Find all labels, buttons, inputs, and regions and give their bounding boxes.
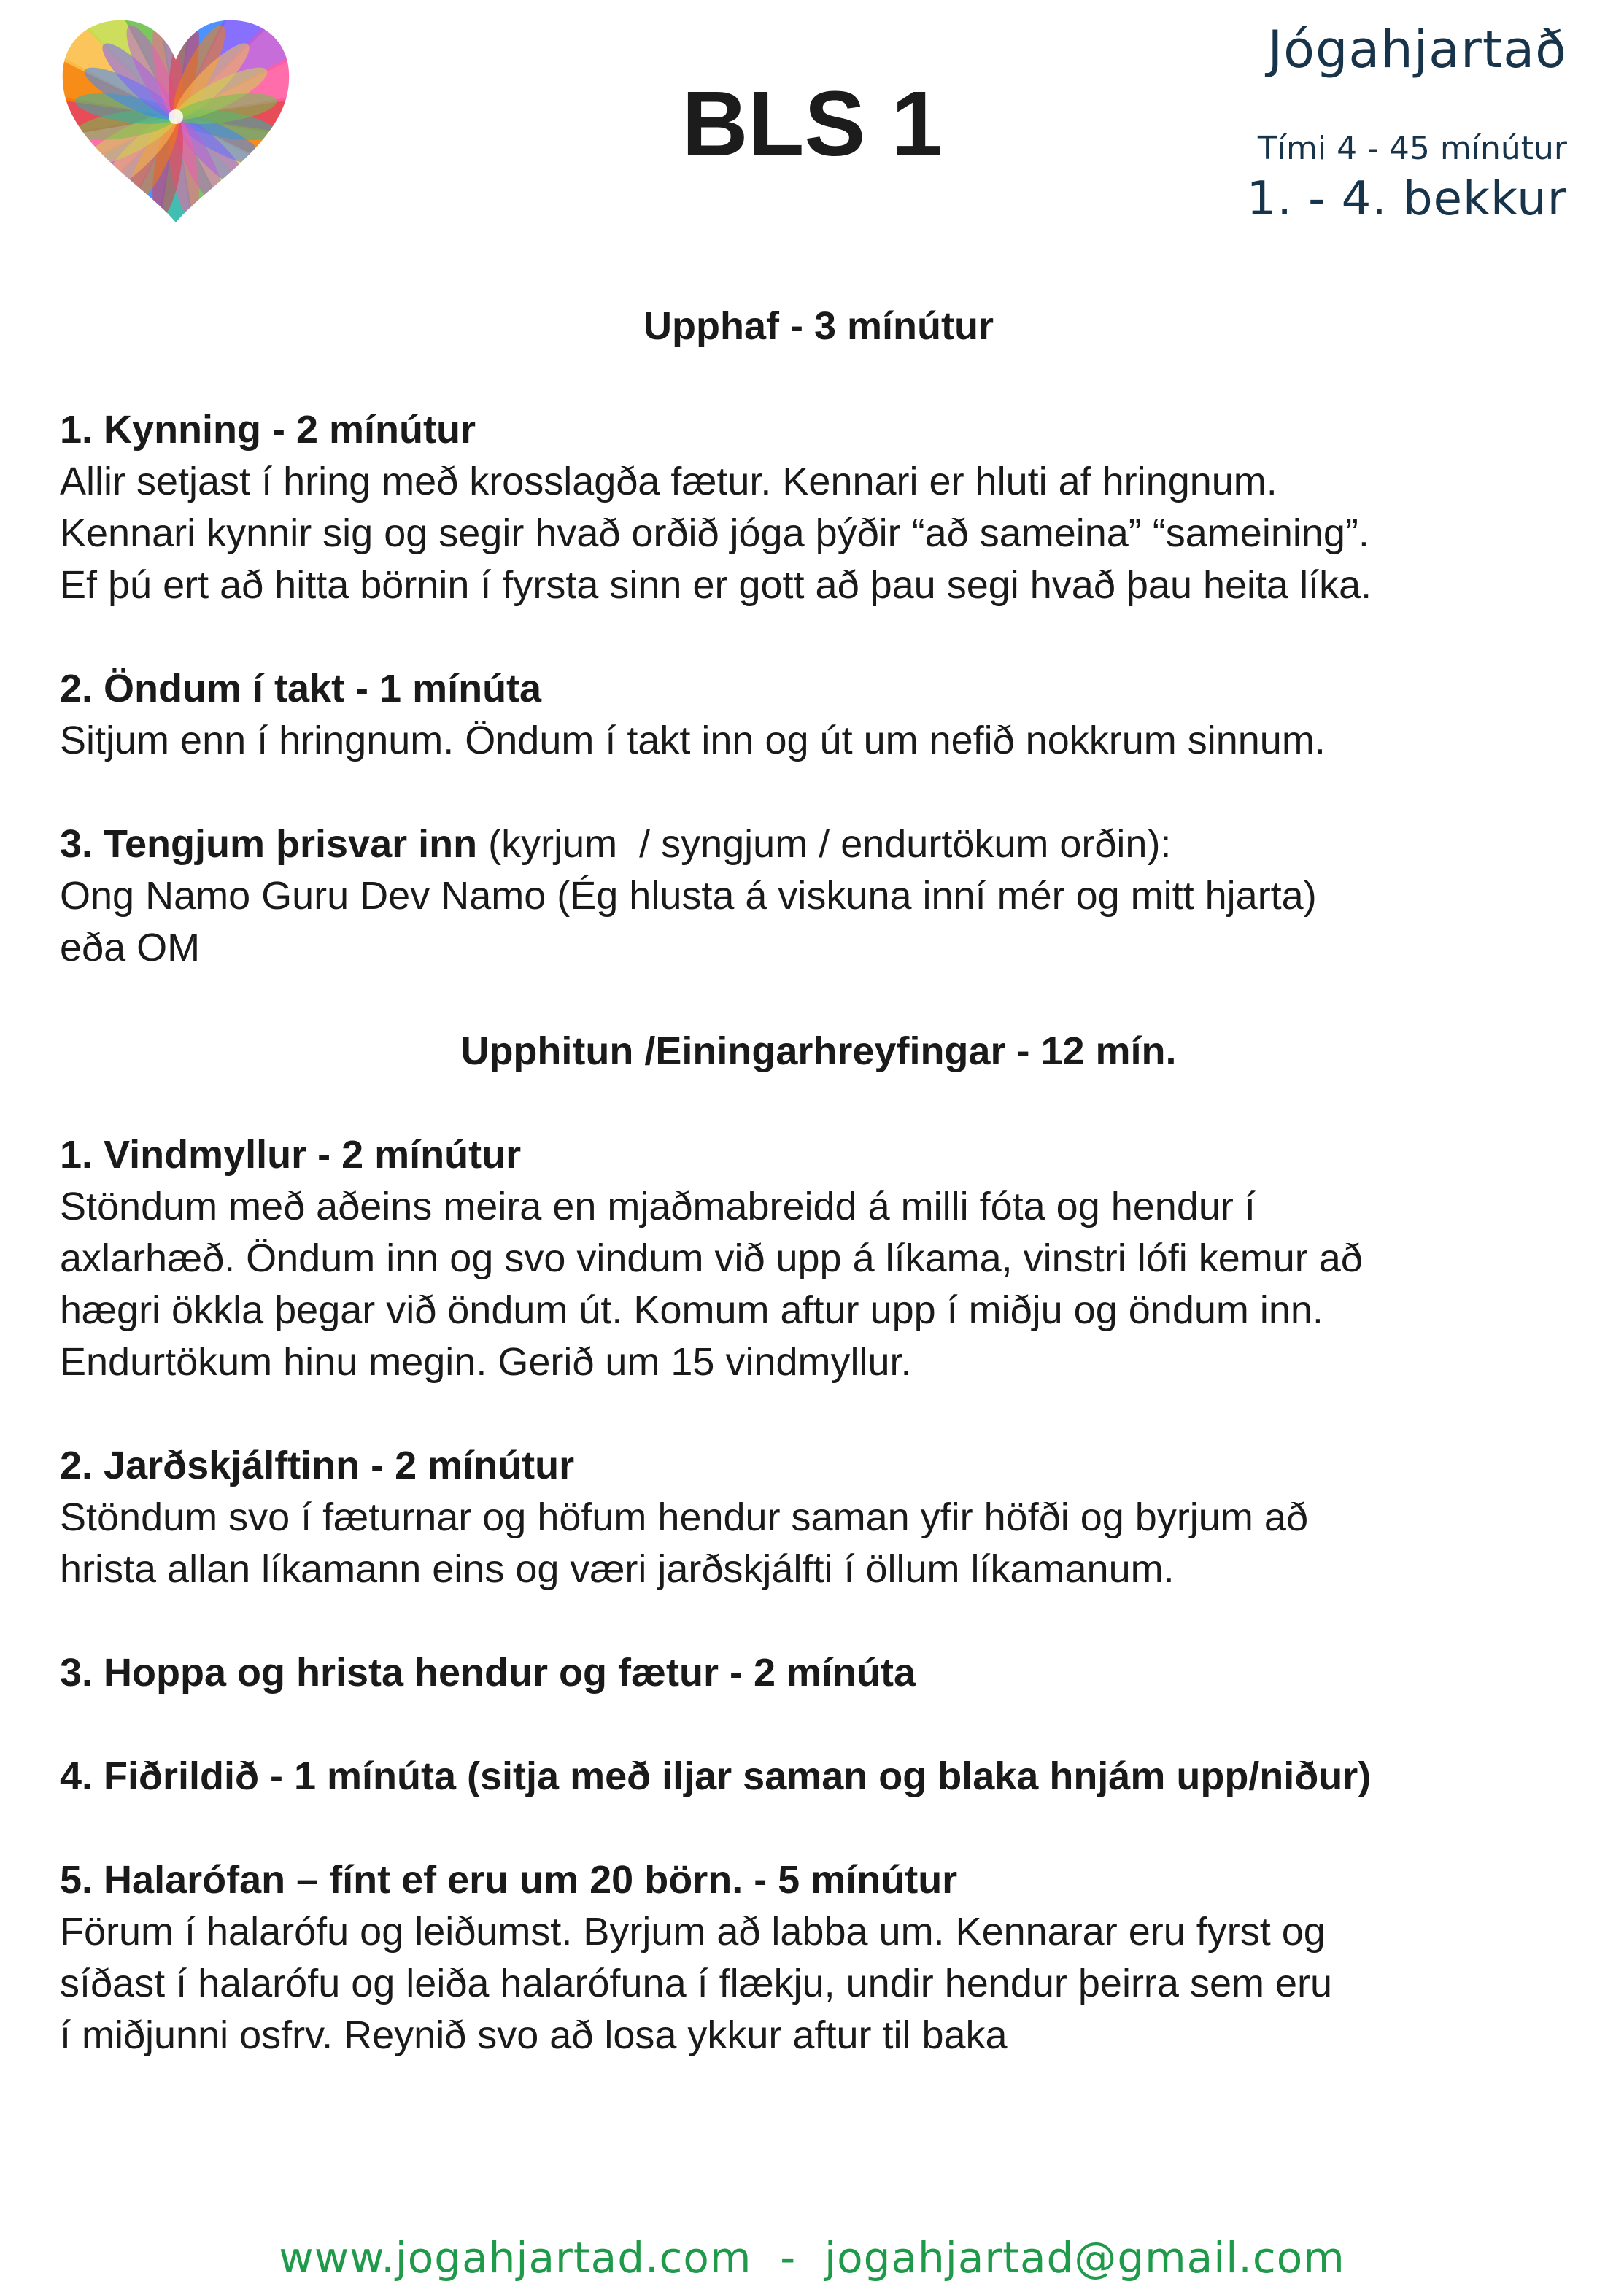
exercise-item	[60, 404, 1577, 611]
exercise-item	[60, 1854, 1577, 2061]
brand-name: Jógahjartað	[1267, 20, 1567, 80]
lesson-content	[60, 301, 1577, 2113]
exercise-title: 4. Fiðrildið - 1 mínúta (sitja með iljar saman og blaka hnjám upp/niður)	[60, 1754, 1372, 1798]
section-title-upphaf: Upphaf - 3 mínútur	[643, 304, 994, 348]
exercise-title: 3. Hoppa og hrista hendur og fætur - 2 mínúta	[60, 1651, 916, 1695]
section-title-upphitun: Upphitun /Einingarhreyfingar - 12 mín.	[460, 1029, 1177, 1073]
exercise-line: í miðjunni osfrv. Reynið svo að losa ykkur aftur til baka	[60, 2013, 1008, 2057]
exercise-line: síðast í halarófu og leiða halarófuna í flækju, undir hendur þeirra sem eru	[60, 1962, 1333, 2005]
page-title: BLS 1	[681, 72, 943, 175]
exercise-line: Förum í halarófu og leiðumst. Byrjum að labba um. Kennarar eru fyrst og	[60, 1910, 1326, 1954]
exercise-line: axlarhæð. Öndum inn og svo vindum við upp á líkama, vinstri lófi kemur að	[60, 1236, 1363, 1280]
footer	[0, 2232, 1624, 2283]
exercise-title: 3. Tengjum þrisvar inn	[60, 822, 478, 866]
exercise-line: Stöndum með aðeins meira en mjaðmabreidd á milli fóta og hendur í	[60, 1185, 1256, 1228]
exercise-line: Ong Namo Guru Dev Namo (Ég hlusta á viskuna inní mér og mitt hjarta)	[60, 874, 1317, 918]
exercise-title: 1. Kynning - 2 mínútur	[60, 408, 476, 452]
exercise-line: Allir setjast í hring með krosslagða fætur. Kennari er hluti af hringnum.	[60, 460, 1277, 503]
exercise-line: hægri ökkla þegar við öndum út. Komum aftur upp í miðju og öndum inn.	[60, 1288, 1323, 1332]
lesson-duration: Tími 4 - 45 mínútur	[1257, 130, 1567, 167]
exercise-item	[60, 1129, 1577, 1388]
exercise-line: Stöndum svo í fæturnar og höfum hendur saman yfir höfði og byrjum að	[60, 1495, 1308, 1539]
exercise-title: 2. Öndum í takt - 1 mínúta	[60, 667, 542, 711]
exercise-item	[60, 1647, 1577, 1699]
exercise-line: Kennari kynnir sig og segir hvað orðið jóga þýðir “að sameina” “sameining”.	[60, 511, 1369, 555]
exercise-item	[60, 1440, 1577, 1595]
website-link[interactable]: www.jogahjartad.com	[279, 2233, 752, 2283]
exercise-title: 5. Halarófan – fínt ef eru um 20 börn. - 5 mínútur	[60, 1858, 958, 1902]
exercise-item	[60, 663, 1577, 767]
exercise-title: 1. Vindmyllur - 2 mínútur	[60, 1133, 522, 1177]
exercise-title-suffix: (kyrjum / syngjum / endurtökum orðin):	[477, 822, 1172, 866]
brand-block	[1247, 20, 1567, 226]
exercise-line: Ef þú ert að hitta börnin í fyrsta sinn er gott að þau segi hvað þau heita líka.	[60, 563, 1372, 607]
exercise-line: Endurtökum hinu megin. Gerið um 15 vindmyllur.	[60, 1340, 912, 1384]
exercise-line: hrista allan líkamann eins og væri jarðskjálfti í öllum líkamanum.	[60, 1547, 1175, 1591]
exercise-title-row	[60, 818, 1577, 870]
grade-level: 1. - 4. bekkur	[1246, 172, 1567, 226]
exercise-title: 2. Jarðskjálftinn - 2 mínútur	[60, 1444, 575, 1487]
email-link[interactable]: jogahjartad@gmail.com	[824, 2233, 1345, 2283]
footer-separator: -	[751, 2233, 825, 2283]
exercise-item	[60, 818, 1577, 974]
exercise-line: Sitjum enn í hringnum. Öndum í takt inn og út um nefið nokkrum sinnum.	[60, 719, 1326, 762]
exercise-item	[60, 1751, 1577, 1803]
exercise-line: eða OM	[60, 926, 201, 969]
